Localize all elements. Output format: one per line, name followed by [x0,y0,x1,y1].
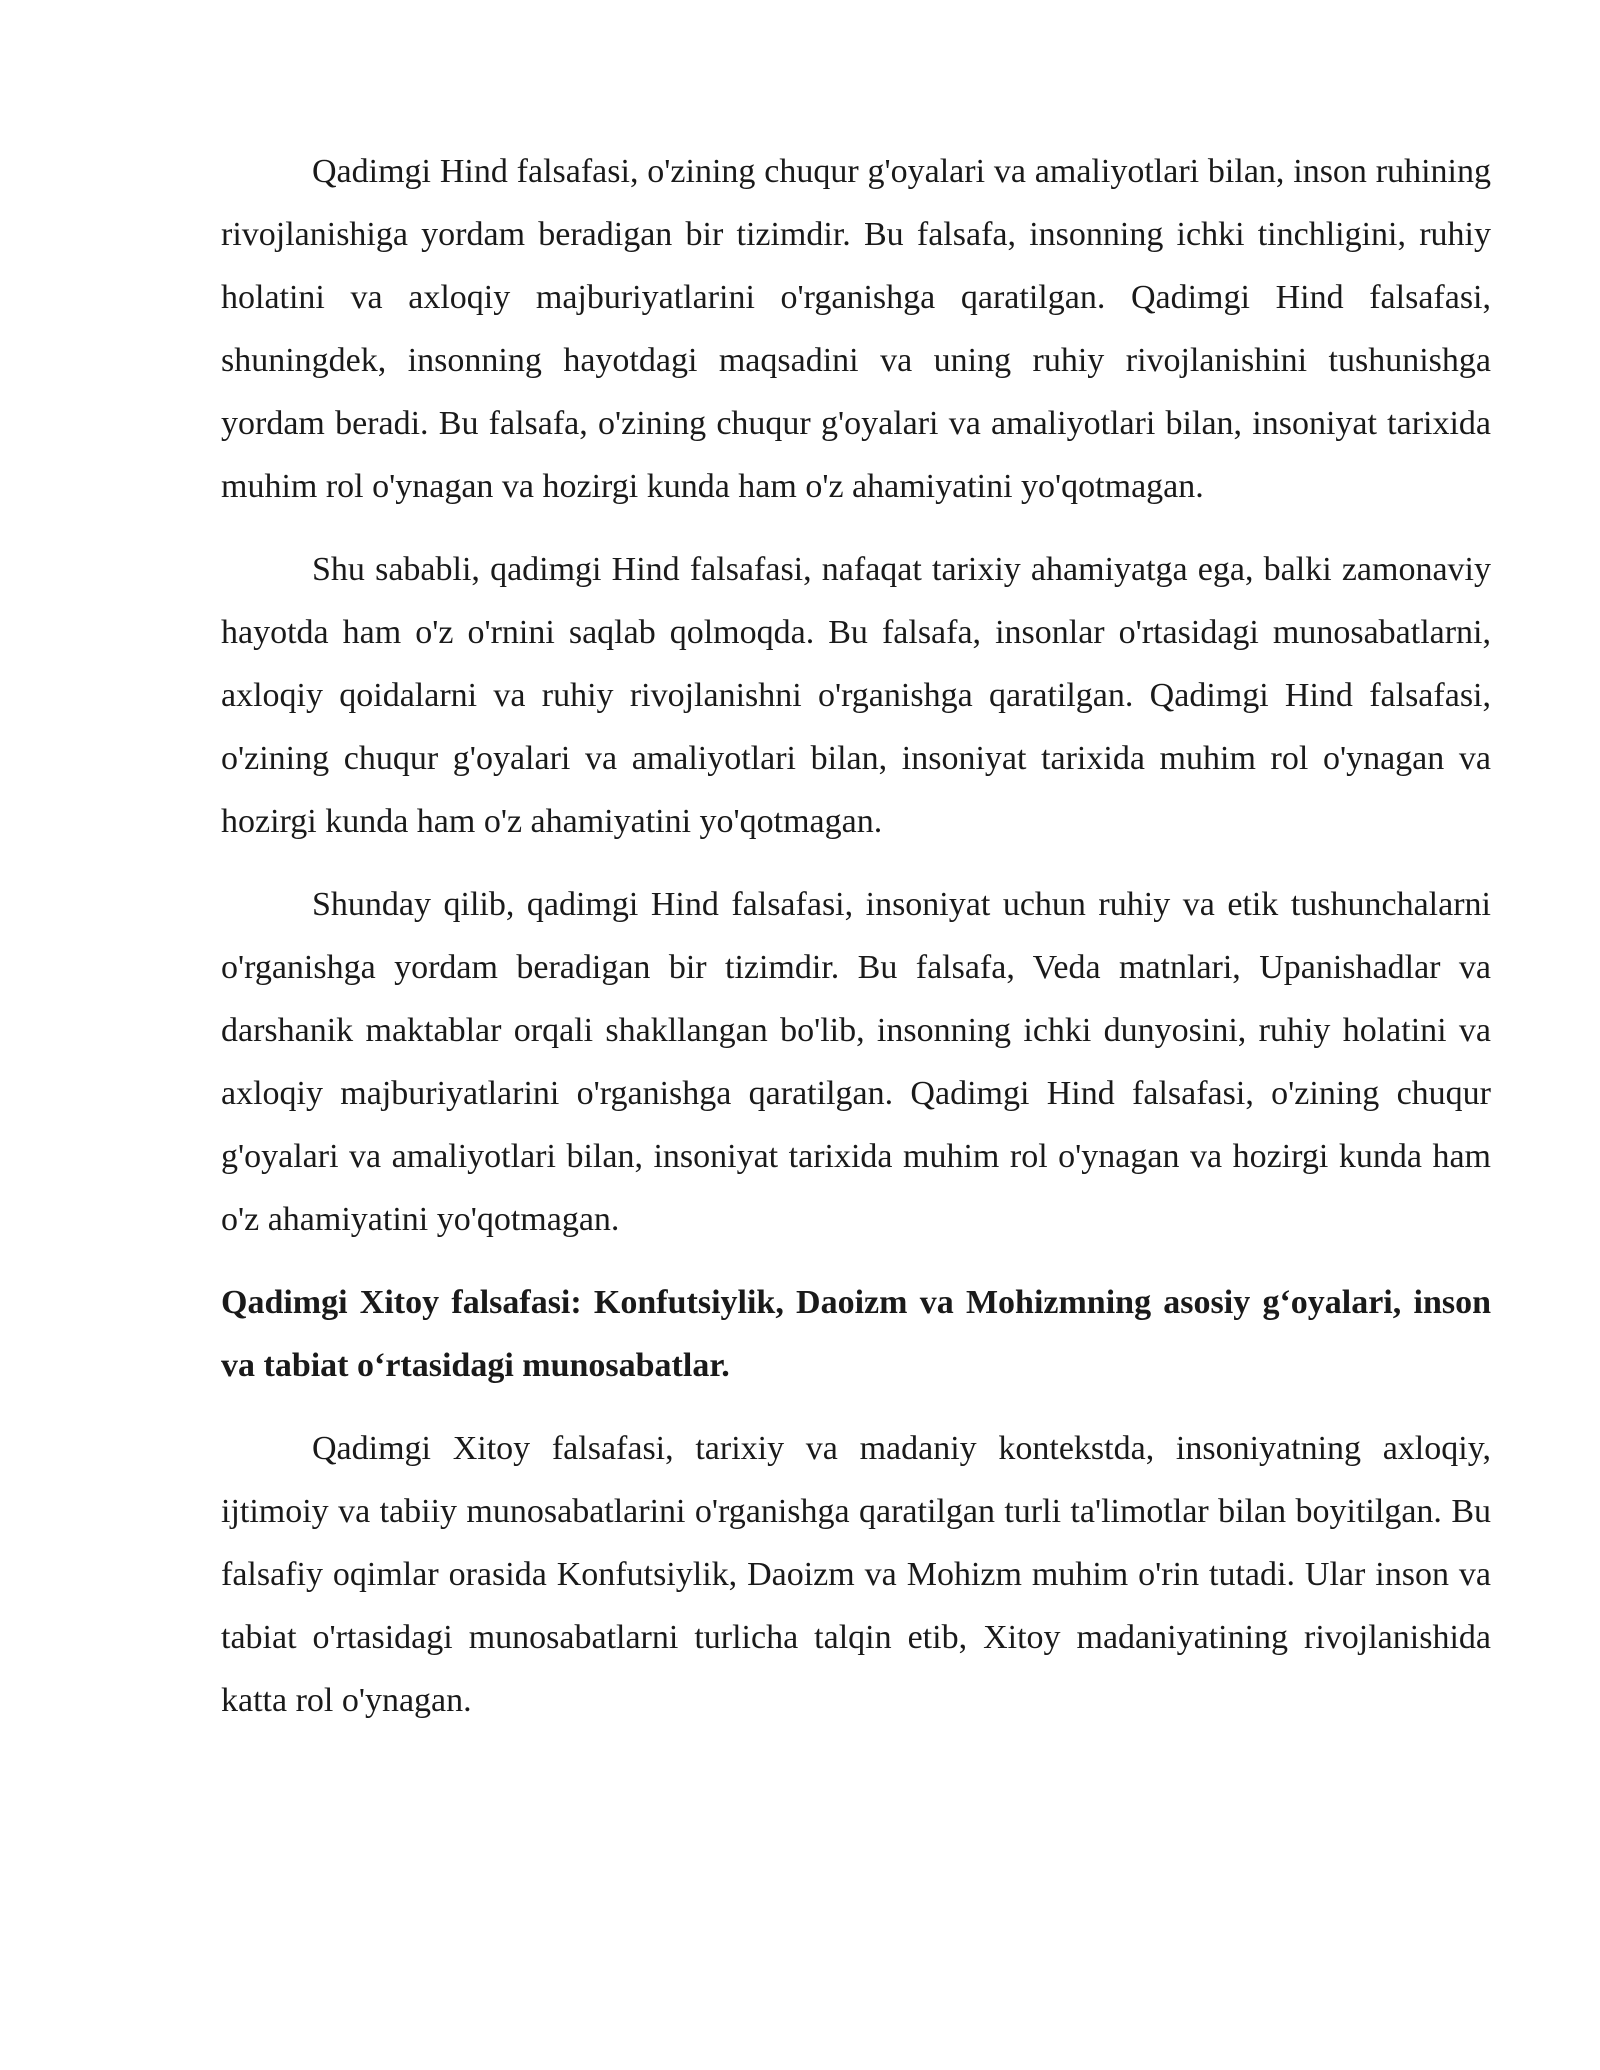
paragraph-indian-philosophy-intro: Qadimgi Hind falsafasi, o'zining chuqur g'oyalari va amaliyotlari bilan, inson ruhining rivojlanishiga yordam beradigan bir tizimdir. Bu falsafa, insonning ichki tinchligini, ruhiy holatini va axloqiy majburiyatlarini o'rganishga qaratilgan. Qadimgi Hind falsafasi, shuningdek, insonning hayotdagi maqsadini va uning ruhiy rivojlanishini tushunishga yordam beradi. Bu falsafa, o'zining chuqur g'oyalari va amaliyotlari bilan, insoniyat tarixida muhim rol o'ynagan va hozirgi kunda ham o'z ahamiyatini yo'qotmagan. [221,153,1491,505]
paragraph-indian-philosophy-summary: Shunday qilib, qadimgi Hind falsafasi, insoniyat uchun ruhiy va etik tushunchalarni o'rganishga yordam beradigan bir tizimdir. Bu falsafa, Veda matnlari, Upanishadlar va darshanik maktablar orqali shakllangan bo'lib, insonning ichki dunyosini, ruhiy holatini va axloqiy majburiyatlarini o'rganishga qaratilgan. Qadimgi Hind falsafasi, o'zining chuqur g'oyalari va amaliyotlari bilan, insoniyat tarixida muhim rol o'ynagan va hozirgi kunda ham o'z ahamiyatini yo'qotmagan. [221,886,1491,1238]
paragraph-chinese-philosophy-intro: Qadimgi Xitoy falsafasi, tarixiy va madaniy kontekstda, insoniyatning axloqiy, ijtimoiy va tabiiy munosabatlarini o'rganishga qaratilgan turli ta'limotlar bilan boyitilgan. Bu falsafiy oqimlar orasida Konfutsiylik, Daoizm va Mohizm muhim o'rin tutadi. Ular inson va tabiat o'rtasidagi munosabatlarni turlicha talqin etib, Xitoy madaniyatining rivojlanishida katta rol o'ynagan. [221,1430,1491,1719]
paragraph-indian-philosophy-modern: Shu sababli, qadimgi Hind falsafasi, nafaqat tarixiy ahamiyatga ega, balki zamonaviy hayotda ham o'z o'rnini saqlab qolmoqda. Bu falsafa, insonlar o'rtasidagi munosabatlarni, axloqiy qoidalarni va ruhiy rivojlanishni o'rganishga qaratilgan. Qadimgi Hind falsafasi, o'zining chuqur g'oyalari va amaliyotlari bilan, insoniyat tarixida muhim rol o'ynagan va hozirgi kunda ham o'z ahamiyatini yo'qotmagan. [221,551,1491,840]
section-heading-chinese-philosophy: Qadimgi Xitoy falsafasi: Konfutsiylik, Daoizm va Mohizmning asosiy g‘oyalari, inson va tabiat o‘rtasidagi munosabatlar. [221,1284,1491,1384]
